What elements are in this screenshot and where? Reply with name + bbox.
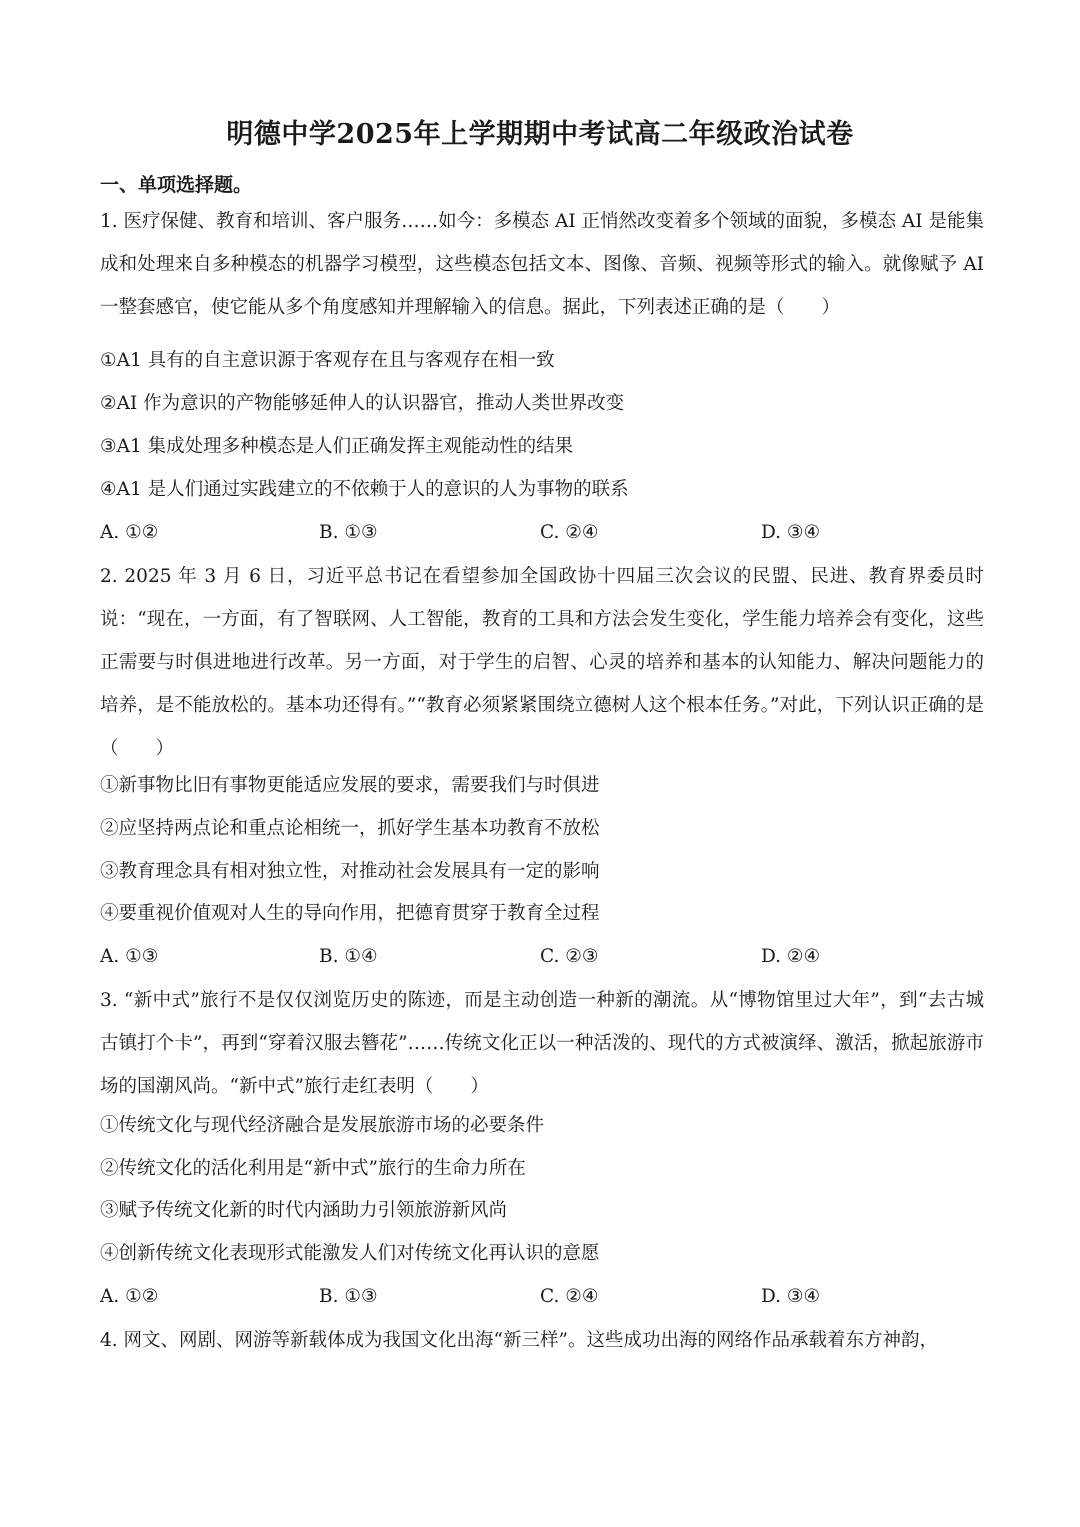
question-2-statement-1: ①新事物比旧有事物更能适应发展的要求，需要我们与时俱进 [100, 775, 600, 796]
question-3-statement-2: ②传统文化的活化利用是“新中式”旅行的生命力所在 [100, 1158, 526, 1179]
question-1-statement-2: ②AI 作为意识的产物能够延伸人的认识器官，推动人类世界改变 [100, 393, 625, 414]
question-2-option-a[interactable]: A. ①③ [100, 946, 159, 967]
question-3-option-a[interactable]: A. ①② [100, 1286, 159, 1307]
question-3-stem: 3. “新中式”旅行不是仅仅浏览历史的陈迹，而是主动创造一种新的潮流。从“博物馆里过大年”，到“去古城古镇打个卡”，再到“穿着汉服去簪花”……传统文化正以一种活泼的、现代的方式被演绎、激活，掀起旅游市场的国潮风尚。“新中式”旅行走红表明（ ） [100, 990, 984, 1097]
question-2-statement-4: ④要重视价值观对人生的导向作用，把德育贯穿于教育全过程 [100, 903, 600, 924]
section-heading: 一、单项选择题。 [100, 174, 253, 196]
question-3-statement-1: ①传统文化与现代经济融合是发展旅游市场的必要条件 [100, 1115, 545, 1136]
question-1-option-b[interactable]: B. ①③ [319, 522, 378, 543]
question-1-option-a[interactable]: A. ①② [100, 522, 159, 543]
question-1-option-d[interactable]: D. ③④ [761, 522, 821, 543]
question-2-statement-3: ③教育理念具有相对独立性，对推动社会发展具有一定的影响 [100, 861, 600, 882]
question-2-option-d[interactable]: D. ②④ [761, 946, 821, 967]
question-2-statement-2: ②应坚持两点论和重点论相统一，抓好学生基本功教育不放松 [100, 818, 600, 839]
question-3-statement-4: ④创新传统文化表现形式能激发人们对传统文化再认识的意愿 [100, 1243, 600, 1264]
question-3-option-b[interactable]: B. ①③ [319, 1286, 378, 1307]
question-1-stem: 1. 医疗保健、教育和培训、客户服务……如今：多模态 AI 正悄然改变着多个领域的面貌，多模态 AI 是能集成和处理来自多种模态的机器学习模型，这些模态包括文本、图像、音频、视频等形式的输入。就像赋予 AI一整套感官，使它能从多个角度感知并理解输入的信息。据此，下列表述正确的是（ ） [100, 211, 984, 318]
question-1-statement-3: ③A1 集成处理多种模态是人们正确发挥主观能动性的结果 [100, 436, 574, 457]
question-1-statement-4: ④A1 是人们通过实践建立的不依赖于人的意识的人为事物的联系 [100, 479, 629, 500]
question-3-statement-3: ③赋予传统文化新的时代内涵助力引领旅游新风尚 [100, 1200, 508, 1221]
question-1-statement-1: ①A1 具有的自主意识源于客观存在且与客观存在相一致 [100, 350, 555, 371]
question-2-option-c[interactable]: C. ②③ [540, 946, 599, 967]
exam-title: 明德中学2025年上学期期中考试高二年级政治试卷 [226, 119, 854, 150]
question-3-option-d[interactable]: D. ③④ [761, 1286, 821, 1307]
question-2-stem: 2. 2025 年 3 月 6 日，习近平总书记在看望参加全国政协十四届三次会议的民盟、民进、教育界委员时说：“现在，一方面，有了智联网、人工智能，教育的工具和方法会发生变化，学生能力培养会有变化，这些正需要与时俱进地进行改革。另一方面，对于学生的启智、心灵的培养和基本的认知能力、解决问题能力的培养，是不能放松的。基本功还得有。”“教育必须紧紧围绕立德树人这个根本任务。”对此，下列认识正确的是（ ） [100, 566, 984, 759]
question-4-stem: 4. 网文、网剧、网游等新载体成为我国文化出海“新三样”。这些成功出海的网络作品承载着东方神韵， [100, 1330, 938, 1351]
question-1-option-c[interactable]: C. ②④ [540, 522, 599, 543]
question-2-option-b[interactable]: B. ①④ [319, 946, 378, 967]
question-3-option-c[interactable]: C. ②④ [540, 1286, 599, 1307]
